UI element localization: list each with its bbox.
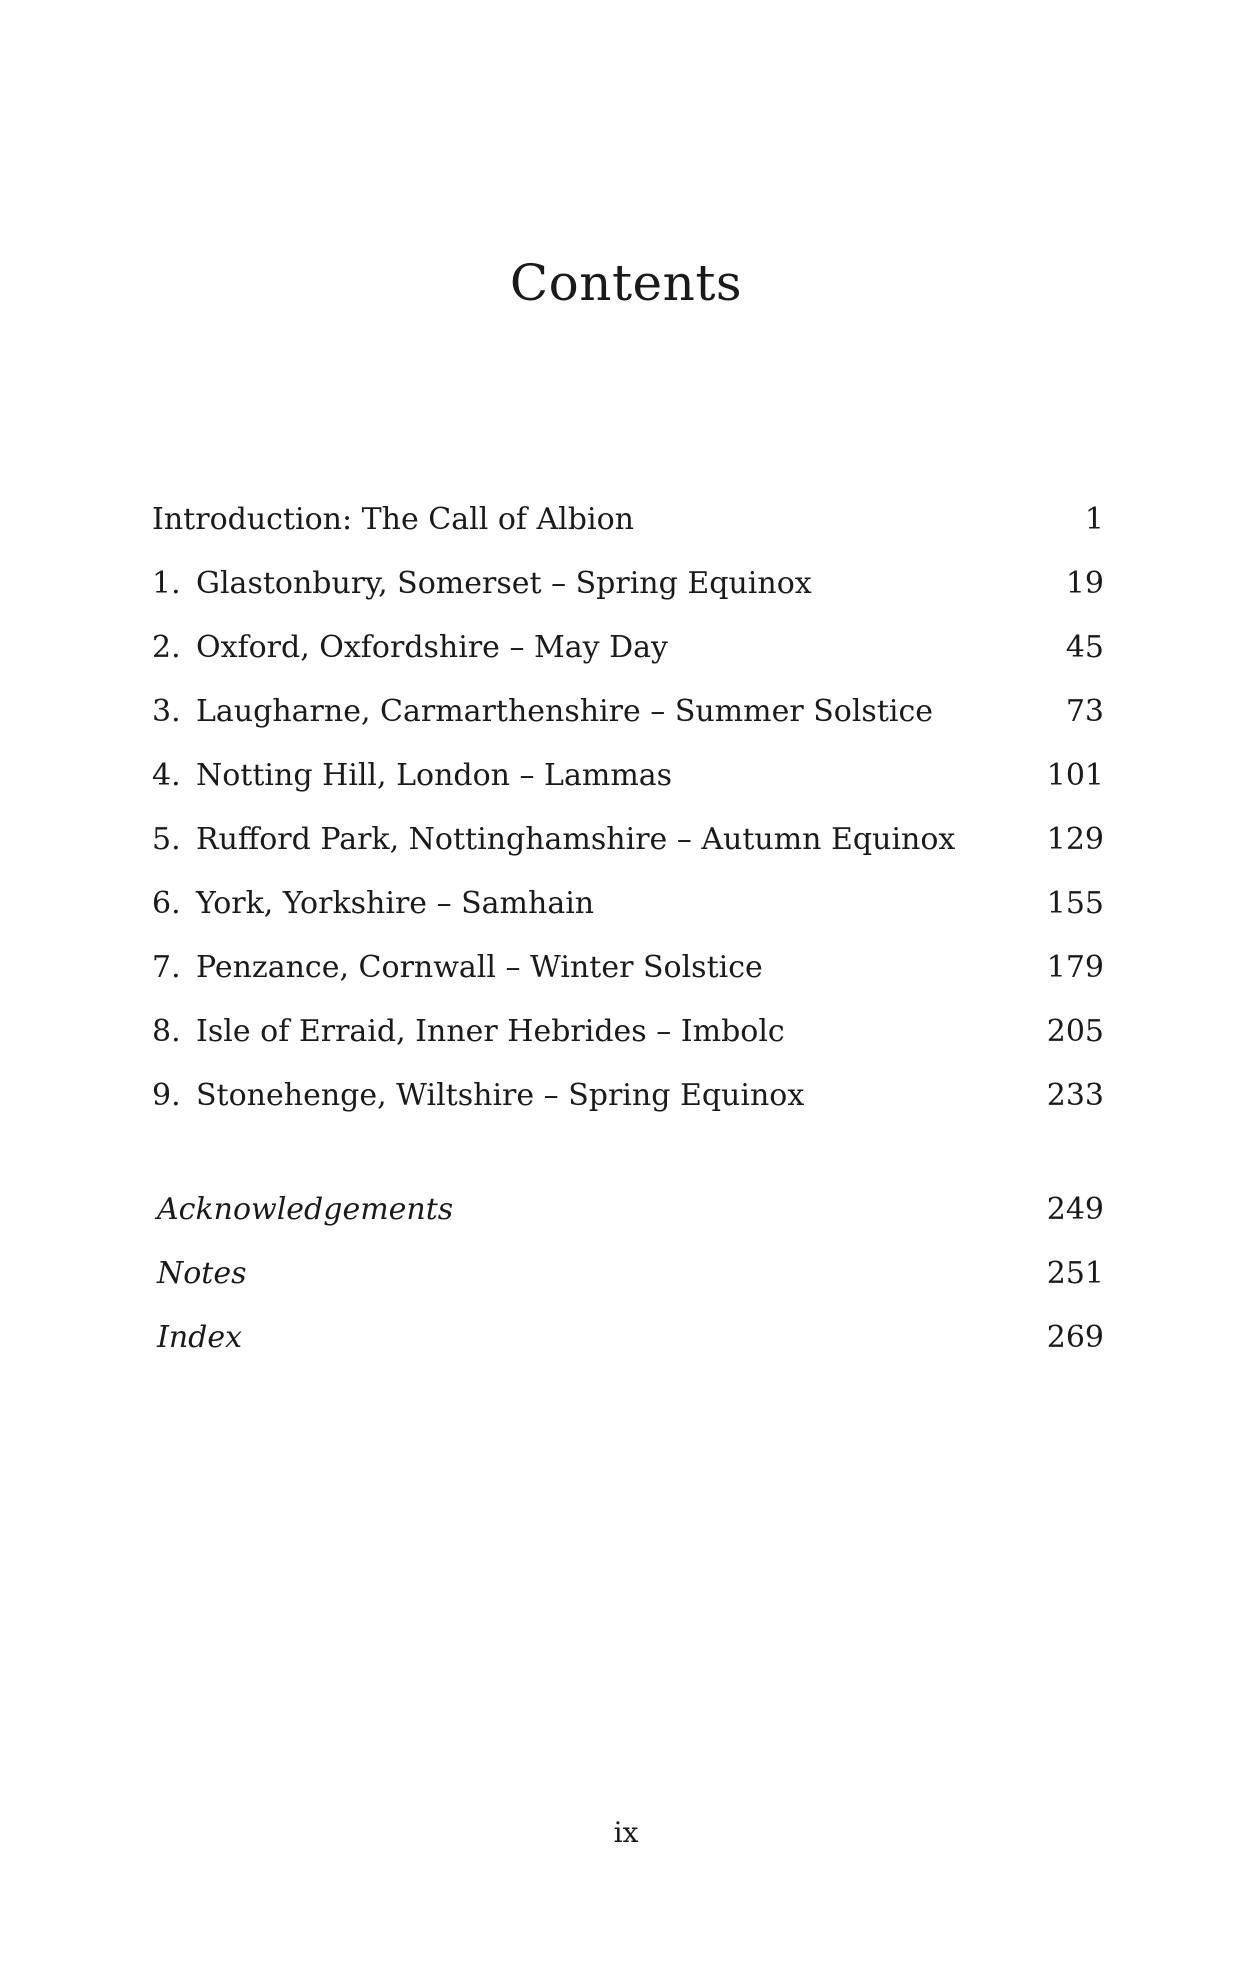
page-number: ix (613, 1816, 639, 1849)
chapter-number: 9. (152, 1078, 181, 1113)
chapter-number: 4. (152, 758, 181, 793)
toc-entry-page: 73 (1065, 694, 1104, 729)
page-title: Contents (509, 254, 743, 312)
chapter-title: York, Yorkshire – Samhain (196, 886, 595, 921)
toc-entry-label: Introduction: The Call of Albion (152, 502, 634, 537)
chapter-number: 1. (152, 566, 181, 601)
toc-entry-acknowledgements[interactable] (152, 1178, 1104, 1242)
chapter-number: 3. (152, 694, 181, 729)
toc-entry-page: 179 (1046, 950, 1104, 985)
chapter-title: Isle of Erraid, Inner Hebrides – Imbolc (196, 1014, 785, 1049)
toc-entry-page: 269 (1046, 1320, 1104, 1355)
toc-entry-chapter-1[interactable] (152, 552, 1104, 616)
back-matter-label: Acknowledgements (157, 1192, 454, 1227)
toc-entry-chapter-7[interactable] (152, 936, 1104, 1000)
table-of-contents (152, 488, 1104, 1128)
toc-entry-page: 19 (1065, 566, 1104, 601)
chapter-title: Notting Hill, London – Lammas (196, 758, 673, 793)
chapter-number: 7. (152, 950, 181, 985)
toc-entry-page: 155 (1046, 886, 1104, 921)
chapter-number: 5. (152, 822, 181, 857)
toc-entry-chapter-5[interactable] (152, 808, 1104, 872)
chapter-number: 8. (152, 1014, 181, 1049)
chapter-title: Stonehenge, Wiltshire – Spring Equinox (196, 1078, 805, 1113)
chapter-title: Laugharne, Carmarthenshire – Summer Solstice (196, 694, 934, 729)
toc-entry-index[interactable] (152, 1306, 1104, 1370)
toc-entry-notes[interactable] (152, 1242, 1104, 1306)
toc-entry-page: 205 (1046, 1014, 1104, 1049)
toc-entry-chapter-8[interactable] (152, 1000, 1104, 1064)
toc-entry-chapter-4[interactable] (152, 744, 1104, 808)
toc-entry-page: 233 (1046, 1078, 1104, 1113)
toc-entry-page: 129 (1046, 822, 1104, 857)
chapter-title: Oxford, Oxfordshire – May Day (196, 630, 668, 665)
toc-entry-page: 249 (1046, 1192, 1104, 1227)
toc-entry-page: 251 (1046, 1256, 1104, 1291)
toc-entry-chapter-6[interactable] (152, 872, 1104, 936)
toc-entry-chapter-3[interactable] (152, 680, 1104, 744)
toc-entry-page: 101 (1046, 758, 1104, 793)
back-matter-label: Index (157, 1320, 243, 1355)
chapter-number: 2. (152, 630, 181, 665)
chapter-number: 6. (152, 886, 181, 921)
toc-entry-page: 1 (1084, 502, 1104, 537)
chapter-title: Rufford Park, Nottinghamshire – Autumn Equinox (196, 822, 956, 857)
toc-entry-chapter-9[interactable] (152, 1064, 1104, 1128)
toc-entry-introduction[interactable] (152, 488, 1104, 552)
chapter-title: Penzance, Cornwall – Winter Solstice (196, 950, 763, 985)
toc-entry-chapter-2[interactable] (152, 616, 1104, 680)
back-matter-label: Notes (157, 1256, 247, 1291)
toc-entry-page: 45 (1065, 630, 1104, 665)
back-matter (152, 1178, 1104, 1370)
chapter-title: Glastonbury, Somerset – Spring Equinox (196, 566, 812, 601)
